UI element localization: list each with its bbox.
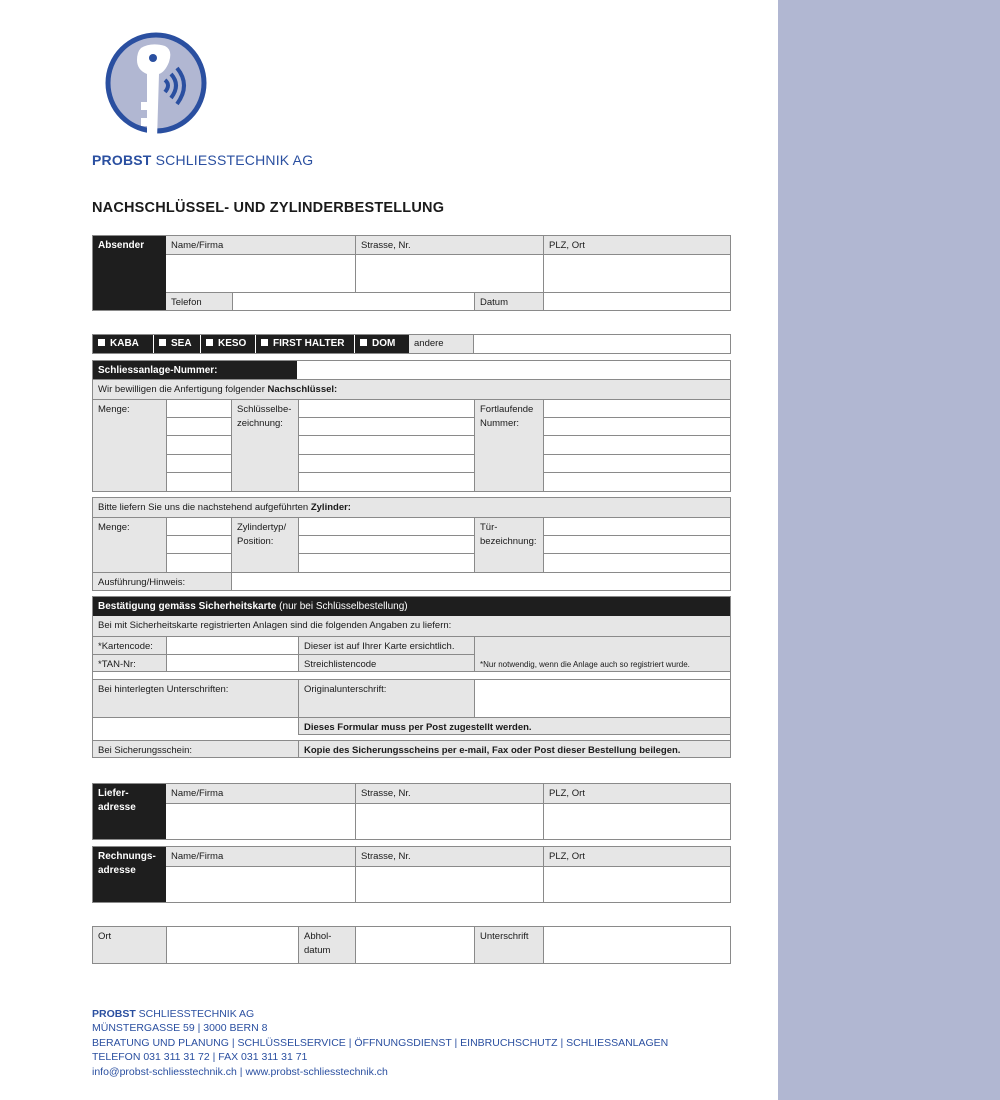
delivery-name-field[interactable] [166, 803, 355, 839]
row-divider [298, 417, 474, 418]
row-divider [543, 472, 730, 473]
billing-street-label: Strasse, Nr. [355, 847, 543, 866]
copy-certificate-notice: Kopie des Sicherungsscheins per e-mail, Fax oder Post dieser Bestellung beilegen. [298, 740, 730, 757]
original-signature-field[interactable] [474, 679, 730, 717]
tan-field[interactable] [166, 654, 298, 672]
row-divider [543, 435, 730, 436]
registration-note: *Nur notwendig, wenn die Anlage auch so registriert wurde. [474, 636, 730, 672]
sender-phone-label: Telefon [166, 292, 232, 310]
system-number-field[interactable] [297, 361, 730, 379]
sender-street-label: Strasse, Nr. [355, 236, 543, 255]
key-serial-column[interactable] [543, 399, 730, 491]
cylinder-type-label: Zylindertyp/ Position: [231, 517, 298, 572]
security-card-header: Bestätigung gemäss Sicherheitskarte (nur bei Schlüsselbestellung) [93, 597, 730, 616]
footer-company: PROBST SCHLIESSTECHNIK AG [92, 1008, 255, 1020]
key-designation-label: Schlüsselbe- zeichnung: [231, 399, 298, 491]
brand-kaba-checkbox[interactable]: KABA [93, 335, 153, 353]
door-designation-label: Tür- bezeichnung: [474, 517, 543, 572]
sender-label: Absender [93, 236, 166, 310]
row-divider [166, 417, 231, 418]
billing-name-label: Name/Firma [166, 847, 355, 866]
footer-address: MÜNSTERGASSE 59 | 3000 BERN 8 [92, 1022, 268, 1035]
execution-note-label: Ausführung/Hinweis: [93, 572, 231, 590]
sender-section [92, 235, 731, 311]
pickup-date-field[interactable] [355, 927, 474, 963]
sender-plz-field[interactable] [543, 254, 730, 292]
card-code-label: *Kartencode: [93, 636, 166, 654]
pickup-section [92, 926, 731, 964]
row-divider [166, 472, 231, 473]
sender-date-label: Datum [474, 292, 543, 310]
row-divider [298, 454, 474, 455]
brand-other-field[interactable] [473, 335, 730, 353]
sender-name-label: Name/Firma [166, 236, 355, 255]
cylinder-quantity-column[interactable] [166, 517, 231, 572]
sender-name-field[interactable] [166, 254, 355, 292]
post-spacer [93, 717, 298, 735]
brand-dom-checkbox[interactable]: DOM [355, 335, 409, 353]
key-order-section [92, 360, 731, 492]
brand-keso-checkbox[interactable]: KESO [201, 335, 255, 353]
footer-services: BERATUNG UND PLANUNG | SCHLÜSSELSERVICE | ÖFFNUNGSDIENST | EINBRUCHSCHUTZ | SCHLIESSANLAGEN [92, 1036, 669, 1049]
row-divider [166, 553, 231, 554]
key-designation-column[interactable] [298, 399, 474, 491]
key-intro: Wir bewilligen die Anfertigung folgender Nachschlüssel: [93, 379, 730, 399]
decorative-sidebar [778, 0, 1000, 1100]
billing-plz-label: PLZ, Ort [543, 847, 730, 866]
delivery-plz-label: PLZ, Ort [543, 784, 730, 803]
row-divider [543, 417, 730, 418]
row-divider [543, 553, 730, 554]
row-divider [166, 435, 231, 436]
post-notice: Dieses Formular muss per Post zugestellt werden. [298, 717, 730, 735]
original-signature-label: Originalunterschrift: [298, 679, 474, 717]
key-serial-label: Fortlaufende Nummer: [474, 399, 543, 491]
brand-first-halter-checkbox[interactable]: FIRST HALTER [256, 335, 354, 353]
delivery-street-label: Strasse, Nr. [355, 784, 543, 803]
security-card-intro: Bei mit Sicherheitskarte registrierten Anlagen sind die folgenden Angaben zu liefern: [93, 616, 730, 636]
delivery-plz-field[interactable] [543, 803, 730, 839]
place-label: Ort [93, 927, 166, 963]
delivery-street-field[interactable] [355, 803, 543, 839]
billing-address-section [92, 846, 731, 903]
pickup-date-label: Abhol- datum [298, 927, 355, 963]
delivery-address-label: Liefer- adresse [93, 784, 166, 839]
strike-list-label: Streichlistencode [298, 654, 474, 672]
key-quantity-label: Menge: [93, 399, 166, 491]
billing-plz-field[interactable] [543, 866, 730, 902]
security-card-section [92, 596, 731, 758]
brand-other-label: andere [409, 335, 473, 353]
deposited-signature-label: Bei hinterlegten Unterschriften: [93, 679, 298, 717]
company-logo [103, 30, 209, 140]
footer-phone: TELEFON 031 311 31 72 | FAX 031 311 31 71 [92, 1051, 308, 1064]
sender-phone-field[interactable] [232, 292, 474, 310]
row-divider [298, 472, 474, 473]
sender-date-field[interactable] [543, 292, 730, 310]
place-field[interactable] [166, 927, 298, 963]
page-title: NACHSCHLÜSSEL- UND ZYLINDERBESTELLUNG [92, 200, 445, 216]
brand-selector [92, 334, 731, 354]
door-designation-column[interactable] [543, 517, 730, 572]
key-quantity-column[interactable] [166, 399, 231, 491]
signature-label: Unterschrift [474, 927, 543, 963]
row-divider [298, 535, 474, 536]
brand-sea-checkbox[interactable]: SEA [154, 335, 200, 353]
row-divider [543, 535, 730, 536]
card-visible-note: Dieser ist auf Ihrer Karte ersichtlich. [298, 636, 474, 654]
cylinder-order-section [92, 497, 731, 591]
cylinder-type-column[interactable] [298, 517, 474, 572]
system-number-label: Schliessanlage-Nummer: [93, 361, 297, 379]
company-name: PROBST SCHLIESSTECHNIK AG [92, 152, 314, 168]
signature-field[interactable] [543, 927, 730, 963]
delivery-address-section [92, 783, 731, 840]
row-divider [166, 535, 231, 536]
billing-street-field[interactable] [355, 866, 543, 902]
cylinder-intro: Bitte liefern Sie uns die nachstehend aufgeführten Zylinder: [93, 498, 730, 517]
execution-note-field[interactable] [231, 572, 730, 590]
row-divider [166, 454, 231, 455]
billing-name-field[interactable] [166, 866, 355, 902]
sender-street-field[interactable] [355, 254, 543, 292]
row-divider [298, 553, 474, 554]
delivery-name-label: Name/Firma [166, 784, 355, 803]
row-divider [543, 454, 730, 455]
sender-plz-label: PLZ, Ort [543, 236, 730, 255]
security-certificate-label: Bei Sicherungsschein: [93, 740, 298, 757]
cylinder-quantity-label: Menge: [93, 517, 166, 572]
footer-contact-links[interactable]: info@probst-schliesstechnik.ch | www.probst-schliesstechnik.ch [92, 1065, 388, 1078]
footer [92, 1007, 668, 1079]
card-code-field[interactable] [166, 636, 298, 654]
billing-address-label: Rechnungs- adresse [93, 847, 166, 902]
tan-label: *TAN-Nr: [93, 654, 166, 672]
row-divider [298, 435, 474, 436]
